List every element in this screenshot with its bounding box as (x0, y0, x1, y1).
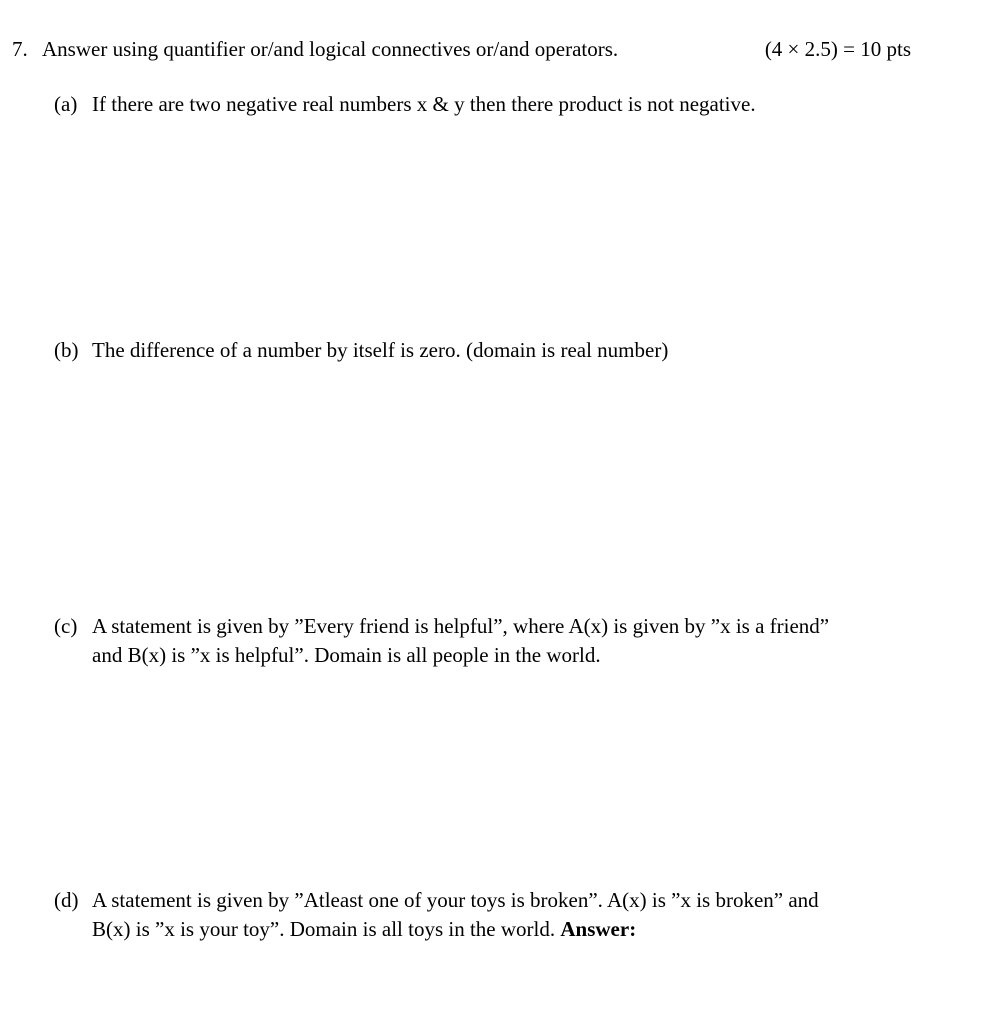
answer-label: Answer: (560, 917, 637, 941)
part-c-label: (c) (54, 614, 78, 638)
part-c-text (92, 612, 922, 670)
question-points: (4 × 2.5) = 10 pts (764, 37, 911, 61)
part-a-text (92, 90, 922, 119)
part-c-line-1: A statement is given by ”Every friend is helpful”, where A(x) is given by ”x is a friend” (92, 614, 830, 638)
part-d-label: (d) (54, 888, 79, 912)
part-a-label: (a) (54, 92, 78, 116)
question-title: Answer using quantifier or/and logical connectives or/and operators. (42, 37, 619, 61)
part-b-text (92, 336, 922, 365)
part-b-line-1: The difference of a number by itself is zero. (domain is real number) (92, 338, 669, 362)
part-c-line-2: and B(x) is ”x is helpful”. Domain is all people in the world. (92, 643, 601, 667)
question-number: 7. (12, 37, 28, 61)
part-a-line-1: If there are two negative real numbers x & y then there product is not negative. (92, 92, 756, 116)
part-d-line-2 (92, 915, 922, 944)
part-b-label: (b) (54, 338, 79, 362)
part-d-line-2-text: B(x) is ”x is your toy”. Domain is all toys in the world. (92, 917, 556, 941)
part-d-text (92, 886, 922, 944)
part-d-line-1: A statement is given by ”Atleast one of your toys is broken”. A(x) is ”x is broken” and (92, 888, 819, 912)
